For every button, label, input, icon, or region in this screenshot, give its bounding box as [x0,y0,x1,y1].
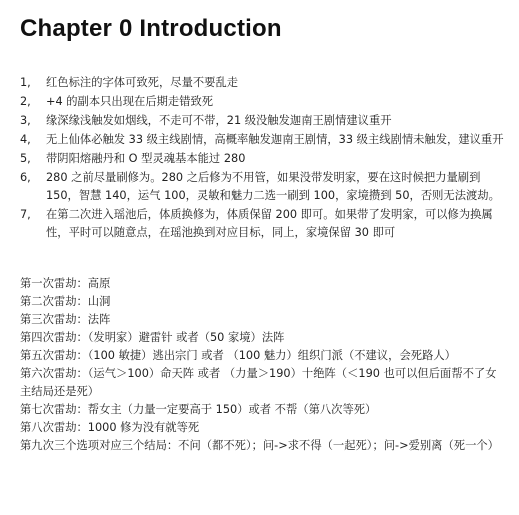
section-spacer [20,243,505,275]
list-item-number: 1, [20,76,31,89]
list-item [20,74,505,92]
list-item-text: 带阴阳熔融丹和 O 型灵魂基本能过 280 [46,152,246,165]
list-item [20,131,505,149]
list-item-number: 5, [20,152,31,165]
list-item [20,206,505,242]
thunder-list [20,275,505,455]
thunder-item: 第五次雷劫：（100 敏捷）逃出宗门 或者 （100 魅力）组织门派（不建议，会死路人） [20,349,456,362]
list-item-text: 无上仙体必触发 33 级主线剧情，高概率触发迦南王剧情，33 级主线剧情未触发，建议重开 [46,133,504,146]
list-item-number: 6, [20,171,31,184]
thunder-item: 第一次雷劫：高原 [20,277,111,290]
list-item [20,112,505,130]
list-item [20,150,505,168]
list-item [20,169,505,205]
thunder-item: 第六次雷劫：（运气＞100）命天阵 或者 （力量＞190）十绝阵（＜190 也可以但后面帮不了女主结局还是死） [20,367,497,398]
list-item-text: +4 的副本只出现在后期走错致死 [46,95,214,108]
rules-list [20,74,505,242]
list-item [20,93,505,111]
list-item-number: 3, [20,114,31,127]
thunder-item: 第九次三个选项对应三个结局：不问（都不死）；问->求不得（一起死）；问->爱别离（死一个） [20,439,499,452]
list-item-number: 2, [20,95,31,108]
list-item-text: 红色标注的字体可致死，尽量不要乱走 [46,76,239,89]
page-title: Chapter 0 Introduction [20,15,282,42]
list-item-number: 4, [20,133,31,146]
thunder-item: 第七次雷劫：帮女主（力量一定要高于 150）或者 不帮（第八次等死） [20,403,377,416]
list-item-text: 在第二次进入瑶池后，体质换修为，体质保留 200 即可。如果带了发明家，可以修为换属性，平时可以随意点，在瑶池换到对应目标，同上，家境保留 30 即可 [46,208,493,239]
list-item-text: 280 之前尽量刷修为。280 之后修为不用管，如果没带发明家，要在这时候把力量刷到 150，智慧 140，运气 100，灵敏和魅力二选一刷到 100，家境攒到 50，否则无法渡劫。 [46,171,500,202]
thunder-item: 第八次雷劫：1000 修为没有就等死 [20,421,200,434]
thunder-item: 第四次雷劫：（发明家）避雷针 或者（50 家境）法阵 [20,331,285,344]
thunder-item: 第三次雷劫：法阵 [20,313,111,326]
thunder-item: 第二次雷劫：山洞 [20,295,111,308]
list-item-text: 缘深缘浅触发如烟线，不走可不带，21 级没触发迦南王剧情建议重开 [46,114,392,127]
list-item-number: 7, [20,208,31,221]
